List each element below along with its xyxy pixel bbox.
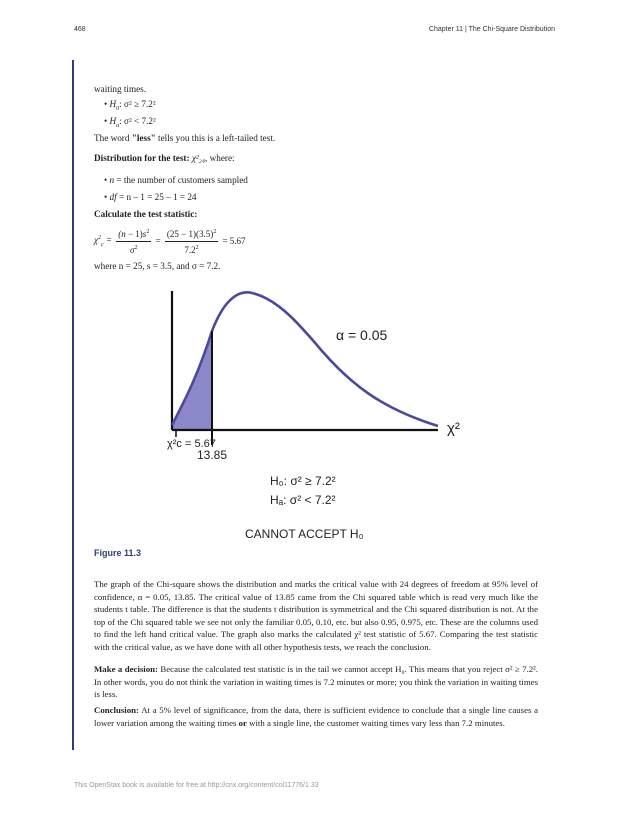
axis-label: χ² xyxy=(447,420,460,437)
waiting-times-text: waiting times. xyxy=(94,84,147,94)
page-number: 468 xyxy=(74,26,86,33)
graph-paragraph: The graph of the Chi-square shows the distribution and marks the critical value with 24 degrees of freedom at 95% level of confidence, α = 0.05, 13.85. The critical value of 13.85 came from the Chi squared table which is read very much like the students t table. The difference is that the students t distribution is symmetrical and the Chi squared distribution is not. At the top of the Chi squared table we see not only the familiar 0.05, 0.10, etc. but also 0.95, 0.975, etc. These are the columns used to find the left hand critical value. The graph also marks the calculated χ² test statistic of 5.67. Comparing the test statistic with the critical value, as we have done with all other hypothesis tests, we reach the conclusion. xyxy=(94,579,538,652)
decision-label: CANNOT ACCEPT H₀ xyxy=(245,527,364,541)
chi-square-figure xyxy=(0,285,630,545)
df-bullet: • df = n – 1 = 25 – 1 = 24 xyxy=(104,192,197,202)
figure-caption: Figure 11.3 xyxy=(94,548,142,558)
test-statistic-formula: $\chi^2_c$ = $\frac{(n - 1)s^2}{\sigma^2}$ = $\frac{(25 - 1)(3.5)^2}{7.2^2}$ = 5.67 xyxy=(94,226,246,257)
conclusion-paragraph: Conclusion: At a 5% level of significance, from the data, there is sufficient evidence to conclude that a single line causes a lower variation among the waiting times or with a single line, the customer waiting times vary less than 7.2 minutes. xyxy=(94,705,538,728)
test-statistic-label: χ²c = 5.67 xyxy=(167,438,216,450)
footer-text: This OpenStax book is available for free at http://cnx.org/content/col11776/1.33 xyxy=(74,782,319,789)
chapter-title: Chapter 11 | The Chi-Square Distribution xyxy=(428,26,555,33)
decision-paragraph: Make a decision: Because the calculated test statistic is in the tail we cannot accept H₀. This means that you reject σ² ≥ 7.2². In other words, you do not think the variation in waiting times is 7.2 minutes or more; you think the variation in waiting times is less. xyxy=(94,664,539,700)
ha-hypothesis: Hₐ: σ² < 7.2² xyxy=(270,493,336,507)
alpha-label: α = 0.05 xyxy=(336,327,388,343)
n-bullet: • n = the number of customers sampled xyxy=(104,175,248,185)
ha-bullet: • $H_a$: σ² < 7.2² xyxy=(104,116,156,129)
where-text: where n = 25, s = 3.5, and σ = 7.2. xyxy=(94,261,221,271)
h0-hypothesis: H₀: σ² ≥ 7.2² xyxy=(270,474,336,488)
statistic-label: Calculate the test statistic: xyxy=(94,209,198,219)
less-sentence: The word "less" tells you this is a left-tailed test. xyxy=(94,133,276,143)
critical-value-label: 13.85 xyxy=(197,448,228,462)
h0-bullet: • $H_0$: σ² ≥ 7.2² xyxy=(104,99,156,112)
distribution-line: Distribution for the test: χ²₂₄, where: xyxy=(94,153,235,163)
